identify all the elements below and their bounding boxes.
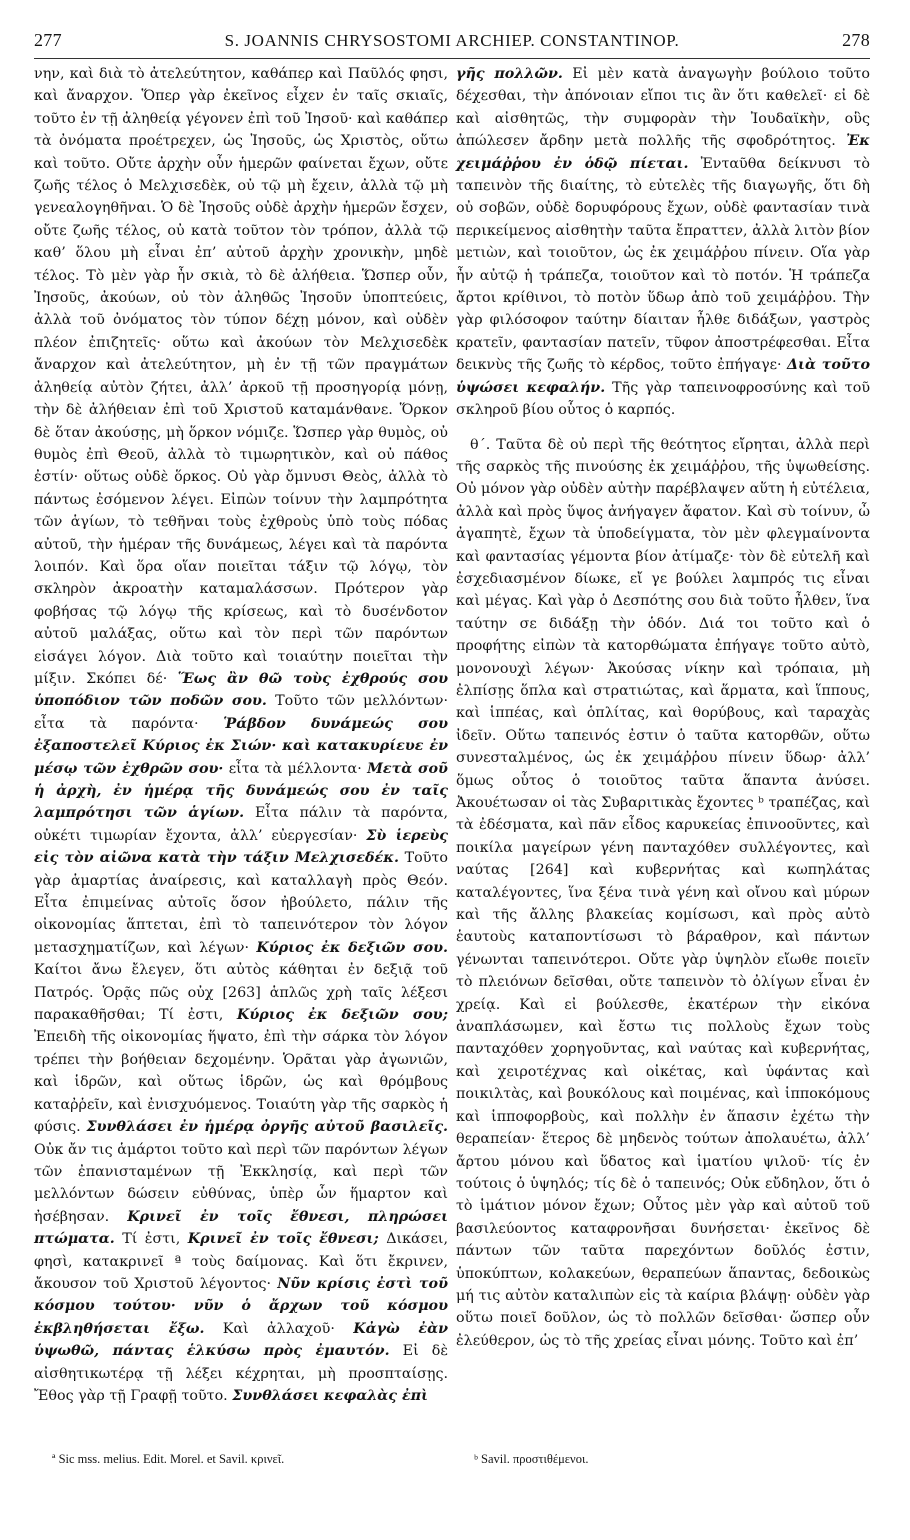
- page-number-right: 278: [842, 30, 870, 50]
- section-paragraph: [456, 434, 870, 1353]
- body-text: Οὐκ ἄν τις ἁμάρτοι τοῦτο καὶ περὶ τῶν παρόντων λέγων τῶν ἐπανισταμένων τῇ Ἐκκλησίᾳ, καὶ περὶ τῶν μελλόντων δώσειν εὐθύνας, ὑπὲρ ὧν ἥμαρτον καὶ ἠσέβησαν.: [34, 1141, 448, 1225]
- scripture-quote: Συνθλάσει ἐν ἡμέρᾳ ὀργῆς αὐτοῦ βασιλεῖς.: [86, 1119, 448, 1136]
- body-text: Καὶ ἀλλαχοῦ·: [222, 1320, 335, 1337]
- scripture-quote: Ἕως ἂν θῶ τοὺς ἐχθρούς σου ὑποπόδιον τῶν ποδῶν σου.: [34, 670, 448, 710]
- paragraph: [34, 63, 448, 1407]
- body-text: Εἶτα πάλιν τὰ παρόντα, οὐκέτι τιμωρίαν ἔχοντα, ἀλλ’ εὐεργεσίαν·: [34, 805, 449, 844]
- right-column: [456, 63, 870, 1407]
- scripture-quote: Ἐκ χειμάῤῥου ἐν ὁδῷ πίεται.: [456, 133, 870, 172]
- body-text: Τῆς γὰρ ταπεινοφροσύνης καὶ τοῦ σκληροῦ βίου οὗτος ὁ καρπός.: [456, 379, 871, 419]
- scripture-quote: Κρινεῖ ἐν τοῖς ἔθνεσι, πληρώσει πτώματα.: [34, 1208, 448, 1248]
- running-title: S. JOANNIS CHRYSOSTOMI ARCHIEP. CONSTANTINOP.: [224, 31, 680, 50]
- scripture-quote: Διὰ τοῦτο ὑψώσει κεφαλήν.: [456, 357, 870, 396]
- text-columns: [34, 63, 870, 1407]
- body-text: εἶτα τὰ μέλλοντα·: [228, 760, 362, 777]
- body-text: θ΄. Ταῦτα δὲ οὐ περὶ τῆς θεότητος εἴρηται, ἀλλὰ περὶ τῆς σαρκὸς τῆς πινούσης ἐκ χειμάῤῥου, τῆς ὑψωθείσης. Οὐ μόνον γὰρ οὐδὲν αὐτὴν παρέβλαψεν αὕτη ἡ εὐτέλεια, ἀλλὰ καὶ πρὸς ὕψος ἀνήγαγεν ἄφατον. Καὶ σὺ τοίνυν, ὦ ἀγαπητὲ, ἔχων τὰ ὑποδείγματα, τὸν μὲν φλεγμαίνοντα καὶ φαντασίας γέμοντα βίον ἀτίμαζε· τὸν δὲ εὐτελῆ καὶ ἐσχεδιασμένον δίωκε, εἴ γε βούλει λαμπρός τις εἶναι καὶ μέγας. Καὶ γὰρ ὁ Δεσπότης σου διὰ τοῦτο ἦλθεν, ἵνα ταύτην σε διδάξῃ τὴν ὁδόν. Διά τοι τοῦτο καὶ ὁ προφήτης εἰπὼν τὰ κατορθώματα ἐπήγαγε τοῦτο αὐτὸ, μονονουχὶ λέγων· Ἀκούσας νίκην καὶ τρόπαια, μὴ ἐλπίσῃς ὅπλα καὶ στρατιώτας, καὶ ἅρματα, καὶ ἵππους, καὶ ἱππέας, καὶ ὁπλίτας, καὶ θορύβους, καὶ ταραχὰς ἰδεῖν. Οὕτω ταπεινός ἐστιν ὁ ταῦτα κατορθῶν, οὕτω συνεσταλμένος, ὡς ἐκ χειμάῤῥου πίνειν ὕδωρ· ἀλλ’ ὅμως οὗτος ὁ τοιοῦτος ταῦτα ἅπαντα ἀνύσει. Ἀκουέτωσαν οἱ τὰς Συβαριτικὰς ἔχοντες ᵇ τραπέζας, καὶ τὰ ἐδέσματα, καὶ πᾶν εἶδος καρυκείας ἐπινοοῦντες, καὶ ποικίλα μαγείρων γένη πανταχόθεν συλλέγοντες, καὶ ναύτας [264] καὶ κυβερνήτας καὶ κωπηλάτας καταλέγοντες, ἵνα ξένα τινὰ γένη καὶ οἴνου καὶ μύρων καὶ τῆς ἄλλης βλακείας κομίσωσι, καὶ πρὸς αὐτὸ ἑαυτοὺς καταποντίσωσι τὸ βάραθρον, καὶ πάντων γένωνται ταπεινότεροι. Οὔτε γὰρ ὑψηλὸν εἴωθε ποιεῖν τὸ πλειόνων δεῖσθαι, οὔτε ταπεινὸν τὸ ὀλίγων εἶναι ἐν χρείᾳ. Καὶ εἰ βούλεσθε, ἑκατέρων τὴν εἰκόνα ἀναπλάσωμεν, καὶ ἔστω τις πολλοὺς ἔχων τοὺς πανταχόθεν χορηγοῦντας, καὶ ναύτας καὶ κυβερνήτας, καὶ χειροτέχνας καὶ οἰκέτας, καὶ ὑφάντας καὶ ποικιλτὰς, καὶ βουκόλους καὶ ποιμένας, καὶ ἱπποκόμους καὶ ἱπποφορβοὺς, καὶ πολλὴν ἐν ἅπασιν ἐχέτω τὴν θεραπείαν· ἕτερος δὲ μηδενὸς τούτων ἀπολαυέτω, ἀλλ’ ἄρτου μόνου καὶ ὕδατος καὶ ἱματίου ψιλοῦ· τίς ἐν τούτοις ὁ ὑψηλός; τίς δὲ ὁ ταπεινός; Οὐκ εὔδηλον, ὅτι ὁ τὸ ἱμάτιον μόνον ἔχων; Οὗτος μὲν γὰρ καὶ αὐτοῦ τοῦ βασιλεύοντος καταφρονῆσαι δυνήσεται· ἐκεῖνος δὲ πάντων τῶν ταῦτα παρεχόντων δοῦλός ἐστιν, ὑποκύπτων, κολακεύων, θεραπεύων ἅπαντας, δεδοικὼς μή τις αὐτὸν καταλιπὼν εἰς τὰ καίρια βλάψῃ· οὐδὲν γὰρ οὕτω ποιεῖ δοῦλον, ὡς τὸ πολλῶν δεῖσθαι· ὥσπερ οὖν ἐλεύθερον, ὡς τὸ τῆς χρείας εἶναι μόνης. Τοῦτο καὶ ἐπ’: [456, 436, 870, 1349]
- footnotes: [34, 1452, 870, 1467]
- body-text: νην, καὶ διὰ τὸ ἀτελεύτητον, καθάπερ καὶ Παῦλός φησι, καὶ ἄναρχον. Ὅπερ γὰρ ἐκεῖνος εἶχεν ἐν ταῖς σκιαῖς, τοῦτο ἐν τῇ ἀληθείᾳ γέγονεν ἐπὶ τοῦ Ἰησοῦ· καὶ καθάπερ τὰ ὀνόματα προέτρεχεν, ὡς Ἰησοῦς, ὡς Χριστὸς, οὕτω καὶ τοῦτο. Οὔτε ἀρχὴν οὖν ἡμερῶν φαίνεται ἔχων, οὔτε ζωῆς τέλος ὁ Μελχισεδὲκ, οὐ τῷ μὴ ἔχειν, ἀλλὰ τῷ μὴ γενεαλογηθῆναι. Ὁ δὲ Ἰησοῦς οὐδὲ ἀρχὴν ἡμερῶν ἔσχεν, οὔτε ζωῆς τέλος, οὐ κατὰ τοῦτον τὸν τρόπον, ἀλλὰ τῷ καθ’ ὅλου μὴ εἶναι ἐπ’ αὐτοῦ ἀρχὴν χρονικὴν, μηδὲ τέλος. Τὸ μὲν γὰρ ἦν σκιὰ, τὸ δὲ ἀλήθεια. Ὥσπερ οὖν, Ἰησοῦς, ἀκούων, οὐ τὸν ἀληθῶς Ἰησοῦν ὑποπτεύεις, ἀλλὰ τοῦ ὀνόματος τὸν τύπον δέχῃ μόνον, καὶ οὐδὲν πλέον ἐπιζητεῖς· οὕτω καὶ ἀκούων τὸν Μελχισεδὲκ ἄναρχον καὶ ἀτελεύτητον, μὴ ἐν τῇ τῶν πραγμάτων ἀληθείᾳ αὐτὸν ζήτει, ἀλλ’ ἀρκοῦ τῇ προσηγορίᾳ μόνῃ, τὴν δὲ ἀλήθειαν ἐπὶ τοῦ Χριστοῦ καταμάνθανε. Ὅρκον δὲ ὅταν ἀκούσῃς, μὴ ὅρκον νόμιζε. Ὥσπερ γὰρ θυμὸς, οὐ θυμὸς ἐπὶ Θεοῦ, ἀλλὰ τὸ τιμωρητικὸν, καὶ οὐ πάθος ἐστίν· οὕτως οὐδὲ ὅρκος. Οὐ γὰρ ὄμνυσι Θεὸς, ἀλλὰ τὸ πάντως ἐσόμενον λέγει. Εἰπὼν τοίνυν τὴν λαμπρότητα τῶν ἁγίων, τὸ τεθῆναι τοὺς ἐχθροὺς ὑπὸ τοὺς πόδας αὐτοῦ, τὴν ἡμέραν τῆς δυνάμεως, λέγει καὶ τὰ παρόντα λοιπόν. Καὶ ὅρα οἵαν ποιεῖται τάξιν τῷ λόγῳ, τὸν σκληρὸν ἀκροατὴν καταμαλάσσων. Πρότερον γὰρ φοβήσας τῷ λόγῳ τῆς κρίσεως, καὶ τὸ δυσένδοτον αὐτοῦ μαλάξας, οὕτω καὶ τὸν περὶ τῶν παρόντων εἰσάγει λόγον. Διὰ τοῦτο καὶ τοιαύτην ποιεῖται τὴν μίξιν. Σκόπει δέ·: [34, 66, 448, 687]
- scripture-quote: Κἀγὼ ἐὰν ὑψωθῶ, πάντας ἑλκύσω πρὸς ἐμαυτόν.: [34, 1320, 449, 1360]
- footnote-left: ª Sic mss. melius. Edit. Morel. et Savil. κρινεῖ.: [52, 1452, 285, 1466]
- scripture-quote: Ῥάβδον δυνάμεώς σου ἐξαποστελεῖ Κύριος ἐκ Σιών· καὶ κατακυρίευε ἐν μέσῳ τῶν ἐχθρῶν σου·: [34, 715, 449, 777]
- scripture-quote: Νῦν κρίσις ἐστὶ τοῦ κόσμου τούτου· νῦν ὁ ἄρχων τοῦ κόσμου ἐκβληθήσεται ἔξω.: [34, 1275, 448, 1337]
- body-text: Καίτοι ἄνω ἔλεγεν, ὅτι αὐτὸς κάθηται ἐν δεξιᾷ τοῦ Πατρός. Ὁρᾷς πῶς οὐχ [263] ἁπλῶς χρὴ ταῖς λέξεσι παρακαθῆσθαι; Τί ἐστι,: [34, 962, 448, 1024]
- body-text: Εἰ δὲ αἰσθητικωτέρᾳ τῇ λέξει κέχρηται, μὴ προσπταίσῃς. Ἔθος γὰρ τῇ Γραφῇ τοῦτο.: [34, 1343, 449, 1404]
- page-number-left: 277: [34, 30, 62, 50]
- scripture-quote: Κρινεῖ ἐν τοῖς ἔθνεσι;: [187, 1231, 379, 1248]
- body-text: Τοῦτο γὰρ ἁμαρτίας ἀναίρεσις, καὶ καταλλαγὴ πρὸς Θεόν. Εἶτα ἐπιμείνας αὐτοῖς ὅσον ἠβούλετο, πάλιν τῆς οἰκονομίας ἅπτεται, ἐπὶ τὸ ταπεινότερον τὸν λόγον μετασχηματίζων, καὶ λέγων·: [34, 850, 448, 956]
- body-text: Ἐνταῦθα δείκνυσι τὸ ταπεινὸν τῆς διαίτης, τὸ εὐτελὲς τῆς διαγωγῆς, ὅτι δὴ οὐ σοβῶν, οὐδὲ δορυφόρους ἔχων, οὐδὲ φαντασίαν τινὰ περικείμενος αἰσθητὴν ταῦτα ἔπραττεν, ἀλλὰ λιτὸν βίον μετιὼν, καὶ τοιοῦτον, ὡς ἐκ χειμάῤῥου πίνειν. Οἵα γὰρ ἦν αὐτῷ ἡ τράπεζα, τοιοῦτον καὶ τὸ ποτόν. Ἡ τράπεζα ἄρτοι κρίθινοι, τὸ ποτὸν ὕδωρ ἀπὸ τοῦ χειμάῤῥου. Τὴν γὰρ φιλόσοφον ταύτην δίαιταν ἦλθε διδάξων, γαστρὸς κρατεῖν, φαντασίαν πατεῖν, τῦφον ἀποστρέφεσθαι. Εἶτα δεικνὺς τῆς ζωῆς τὸ κέρδος, τοῦτο ἐπήγαγε·: [456, 155, 870, 374]
- header-rule: [34, 58, 870, 59]
- scripture-quote: Συνθλάσει κεφαλὰς ἐπὶ: [232, 1387, 429, 1404]
- body-text: Εἰ μὲν κατὰ ἀναγωγὴν βούλοιο τοῦτο δέχεσθαι, τὴν ἀπόνοιαν εἴποι τις ἂν ὅτι καθελεῖ· εἰ δὲ καὶ αἰσθητῶς, τὴν συμφορὰν τὴν Ἰουδαϊκὴν, οὓς ἀπώλεσεν ἄρδην μετὰ πολλῆς τῆς σφοδρότητος.: [456, 66, 871, 150]
- running-head: [34, 30, 870, 56]
- left-column: [34, 63, 448, 1407]
- body-text: Δικάσει, φησὶ, κατακρινεῖ ª τοὺς δαίμονας. Καὶ ὅτι ἔκρινεν, ἄκουσον τοῦ Χριστοῦ λέγοντος·: [34, 1231, 449, 1292]
- scripture-quote: Κύριος ἐκ δεξιῶν σου;: [236, 1007, 448, 1024]
- body-text: Τοῦτο τῶν μελλόντων· εἶτα τὰ παρόντα·: [34, 693, 449, 732]
- paragraph: [456, 63, 870, 422]
- scripture-quote: Σὺ ἱερεὺς εἰς τὸν αἰῶνα κατὰ τὴν τάξιν Μελχισεδέκ.: [34, 827, 448, 867]
- scripture-quote: Μετὰ σοῦ ἡ ἀρχὴ, ἐν ἡμέρᾳ τῆς δυνάμεώς σου ἐν ταῖς λαμπρότησι τῶν ἁγίων.: [34, 760, 448, 822]
- body-text: Ἐπειδὴ τῆς οἰκονομίας ἥψατο, ἐπὶ τὴν σάρκα τὸν λόγον τρέπει τὴν βοήθειαν δεχομένην. Ὁρᾶται γὰρ ἀγωνιῶν, καὶ ἱδρῶν, καὶ οὕτως ἱδρῶν, ὡς καὶ θρόμβους καταῤῥεῖν, καὶ ἐνισχυόμενος. Τοιαύτη γὰρ τῆς σαρκὸς ἡ φύσις.: [34, 1029, 448, 1136]
- footnote-right: ᵇ Savil. προστιθέμενοι.: [474, 1452, 589, 1466]
- body-text: Τί ἐστι,: [122, 1231, 181, 1248]
- scripture-quote: Κύριος ἐκ δεξιῶν σου.: [256, 939, 449, 956]
- scripture-quote: γῆς πολλῶν.: [456, 66, 563, 82]
